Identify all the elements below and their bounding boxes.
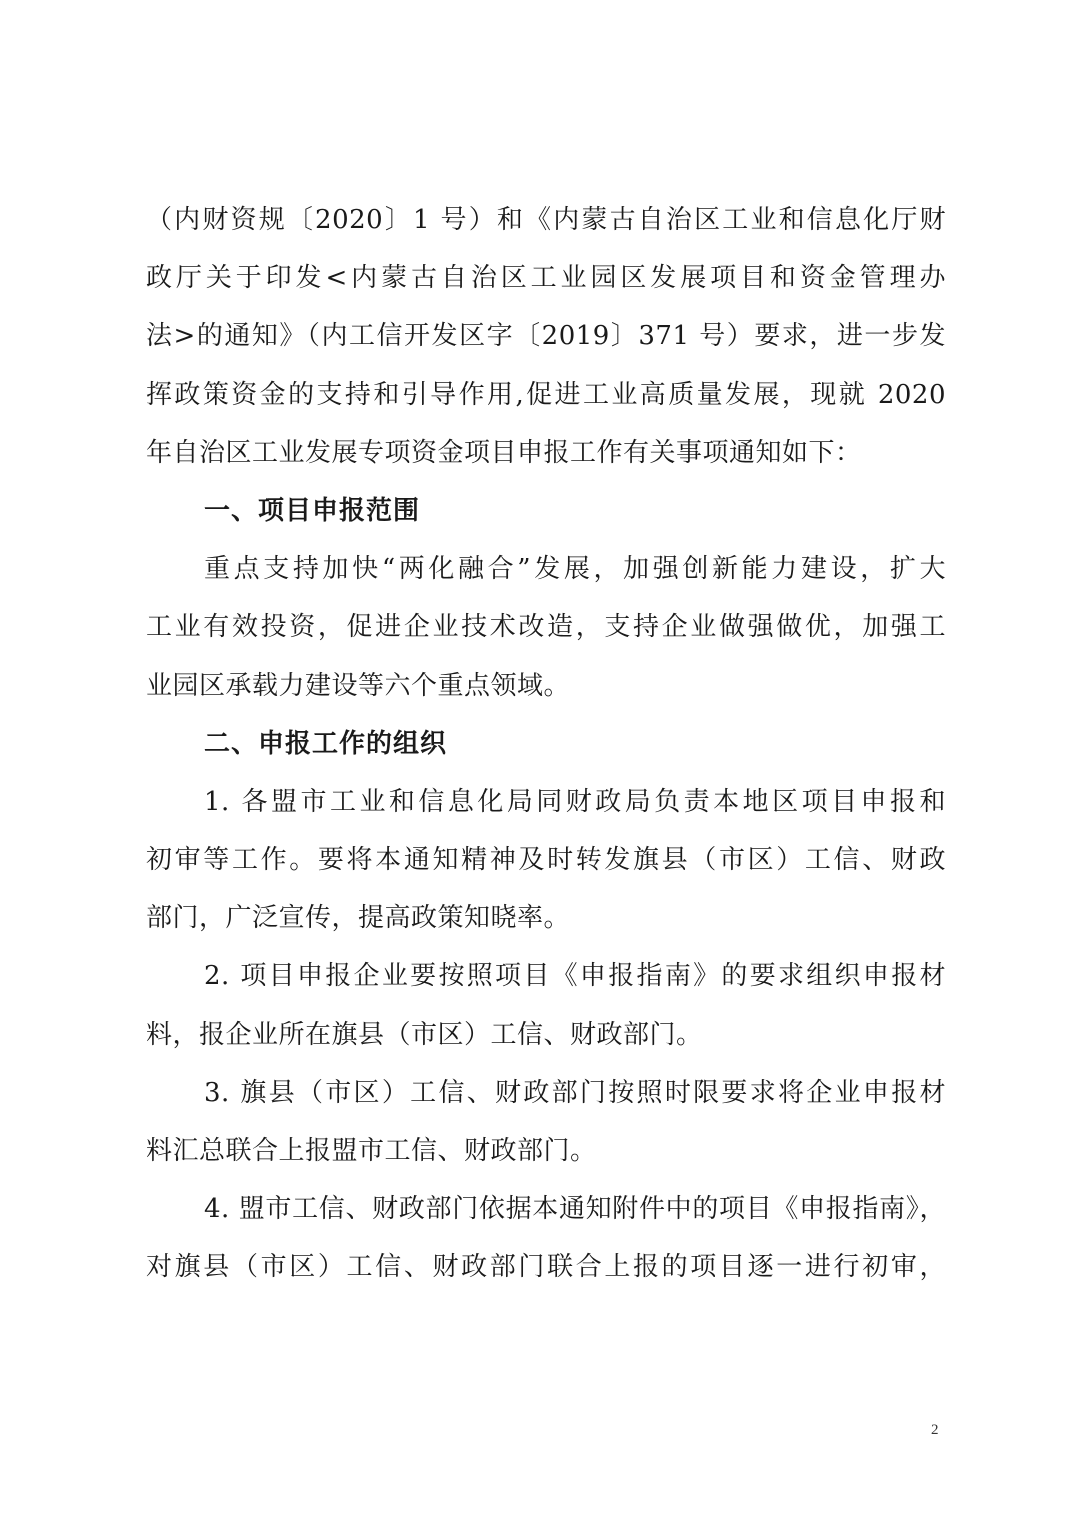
paragraph-line: 料，报企业所在旗县（市区）工信、财政部门。	[146, 1019, 703, 1050]
document-body	[146, 191, 946, 1297]
page-number: 2	[931, 1422, 939, 1438]
paragraph-line: 1. 各盟市工业和信息化局同财政局负责本地区项目申报和	[204, 786, 946, 817]
paragraph-line: 法>的通知》（内工信开发区字〔2019〕371 号）要求，进一步发	[146, 321, 946, 352]
paragraph-line: 年自治区工业发展专项资金项目申报工作有关事项通知如下：	[146, 437, 862, 468]
paragraph-line: 料汇总联合上报盟市工信、财政部门。	[146, 1136, 597, 1166]
paragraph-line: 重点支持加快“两化融合”发展，加强创新能力建设，扩大	[204, 554, 946, 585]
paragraph-line: 初审等工作。要将本通知精神及时转发旗县（市区）工信、财政	[146, 845, 946, 876]
section-heading: 二、申报工作的组织	[204, 728, 448, 759]
paragraph-line: 4. 盟市工信、财政部门依据本通知附件中的项目《申报指南》，	[204, 1194, 946, 1225]
paragraph-line: （内财资规〔2020〕1 号）和《内蒙古自治区工业和信息化厅财	[146, 205, 946, 235]
paragraph-line: 3. 旗县（市区）工信、财政部门按照时限要求将企业申报材	[204, 1077, 946, 1108]
paragraph-line: 业园区承载力建设等六个重点领域。	[146, 670, 571, 701]
paragraph-line: 挥政策资金的支持和引导作用,促进工业高质量发展，现就 2020	[146, 379, 946, 410]
paragraph-line: 2. 项目申报企业要按照项目《申报指南》的要求组织申报材	[204, 961, 946, 992]
paragraph-line: 部门，广泛宣传，提高政策知晓率。	[146, 903, 571, 934]
paragraph-line: 工业有效投资，促进企业技术改造，支持企业做强做优，加强工	[146, 612, 946, 643]
section-heading: 一、项目申报范围	[204, 495, 421, 526]
paragraph-line: 对旗县（市区）工信、财政部门联合上报的项目逐一进行初审，	[146, 1252, 946, 1283]
paragraph-line: 政厅关于印发<内蒙古自治区工业园区发展项目和资金管理办	[146, 263, 946, 294]
